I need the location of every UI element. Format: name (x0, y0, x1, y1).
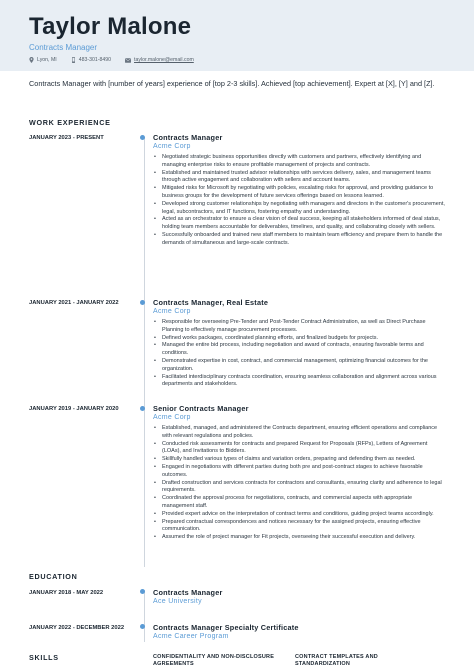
timeline-dot (140, 135, 145, 140)
timeline-dot (140, 300, 145, 305)
education-timeline (144, 590, 145, 642)
education-title: Contracts Manager (153, 588, 223, 597)
bullet-item: • Prepared contractual correspondences and notices necessary for the assigned projects, ensuring effective communication. (153, 519, 445, 535)
bullet-item: • Conducted risk assessments for contracts and prepared Request for Proposals (RFPs), Letters of Agreement (LOAs), and Invitations to Bidders. (153, 441, 445, 457)
bullet-item: • Established and maintained trusted advisor relationships with services delivery, sales, and management teams through active engagement and collaboration with sellers and account teams. (153, 170, 445, 186)
email-link[interactable]: taylor.malone@email.com (134, 57, 194, 63)
contact-email[interactable] (125, 57, 194, 63)
education-institution: Ace University (153, 598, 202, 605)
contact-location (29, 57, 57, 63)
job-title: Contracts Manager (153, 133, 223, 142)
bullet-item: • Assumed the role of project manager for Fit projects, overseeing their successful execution and delivery. (153, 534, 445, 542)
education-date: JANUARY 2022 - DECEMBER 2022 (29, 625, 125, 631)
phone-text: 483-301-8490 (78, 57, 112, 63)
phone-icon (71, 57, 76, 63)
skill-item: CONFIDENTIALITY AND NON-DISCLOSURE AGREEMENTS (153, 654, 275, 667)
section-title-work: WORK EXPERIENCE (29, 118, 111, 127)
bullet-item: • Successfully onboarded and trained new staff members to maintain team efficiency and prepare them to handle the demands of simultaneous and large-scale contracts. (153, 232, 445, 248)
bullet-item: • Developed strong customer relationships by negotiating with managers and directors in the customer's procurement, legal, subcontractors, and IT functions, fostering empathy and understanding. (153, 201, 445, 217)
email-icon (125, 58, 131, 63)
education-title: Contracts Manager Specialty Certificate (153, 623, 299, 632)
job-date: JANUARY 2023 - PRESENT (29, 135, 104, 141)
job-bullets (153, 154, 445, 248)
job-title: Contracts Manager, Real Estate (153, 298, 269, 307)
bullet-item: • Provided expert advice on the interpretation of contract terms and conditions, guiding project teams accordingly. (153, 511, 445, 519)
bullet-item: • Coordinated the approval process for negotiations, contracts, and commercial aspects with appropriate management staff. (153, 495, 445, 511)
job-title: Senior Contracts Manager (153, 404, 249, 413)
job-date: JANUARY 2019 - JANUARY 2020 (29, 406, 119, 412)
bullet-item: • Acted as an orchestrator to ensure a clear vision of deal success, keeping all stakeholders informed of deal status, holding team members accountable for deliverables, timelines, and quality, and collaborating closely with sellers. (153, 216, 445, 232)
job-company: Acme Corp (153, 414, 191, 421)
bullet-item: • Facilitated interdisciplinary contracts coordination, ensuring seamless collaboration and alignment across various departments and stakeholders. (153, 374, 445, 390)
location-icon (29, 57, 34, 63)
section-title-education: EDUCATION (29, 572, 78, 581)
bullet-item: • Demonstrated expertise in cost, contract, and commercial management, optimizing financial outcomes for the organization. (153, 358, 445, 374)
bullet-item: • Engaged in negotiations with different parties during both pre and post-contract stages to achieve favorable outcomes. (153, 464, 445, 480)
timeline-dot (140, 589, 145, 594)
skill-item: CONTRACT TEMPLATES AND STANDARDIZATION (295, 654, 378, 667)
bullet-item: • Managed the entire bid process, including negotiation and award of contracts, ensuring favorable terms and conditions. (153, 342, 445, 358)
bullet-item: • Skillfully handled various types of claims and variation orders, preparing and defending them as needed. (153, 456, 445, 464)
work-timeline (144, 137, 145, 567)
contact-phone (71, 57, 111, 63)
profile-summary: Contracts Manager with [number of years] experience of [top 2-3 skills]. Achieved [top achievement]. Expert at [X], [Y] and [Z]. (29, 79, 435, 88)
job-company: Acme Corp (153, 308, 191, 315)
timeline-dot (140, 624, 145, 629)
candidate-role: Contracts Manager (29, 43, 98, 52)
bullet-item: • Defined works packages, coordinated planning efforts, and finalized budgets for projects. (153, 335, 445, 343)
timeline-dot (140, 406, 145, 411)
contact-row (29, 57, 208, 63)
job-bullets (153, 425, 445, 542)
section-title-skills: SKILLS (29, 653, 59, 662)
candidate-name: Taylor Malone (29, 13, 192, 40)
education-date: JANUARY 2018 - MAY 2022 (29, 590, 104, 596)
location-text: Lyon, MI (37, 57, 57, 63)
bullet-item: • Responsible for overseeing Pre-Tender and Post-Tender Contract Administration, as well as Direct Purchase Planning to effectively manage procurement processes. (153, 319, 445, 335)
bullet-item: • Established, managed, and administered the Contracts department, ensuring efficient operations and compliance with relevant regulations and policies. (153, 425, 445, 441)
bullet-item: • Mitigated risks for Microsoft by negotiating with policies, escalating risks for approval, and providing guidance to business groups for the development of future services offerings based on lessons learned. (153, 185, 445, 201)
education-institution: Acme Career Program (153, 633, 229, 640)
job-date: JANUARY 2021 - JANUARY 2022 (29, 300, 119, 306)
job-company: Acme Corp (153, 143, 191, 150)
bullet-item: • Drafted construction and services contracts for contractors and consultants, ensuring clarity and adherence to legal requirements. (153, 480, 445, 496)
job-bullets (153, 319, 445, 389)
bullet-item: • Negotiated strategic business opportunities directly with customers and partners, effectively identifying and managing enterprise risks to ensure profitable management of projects and contracts. (153, 154, 445, 170)
resume-header (0, 0, 474, 71)
